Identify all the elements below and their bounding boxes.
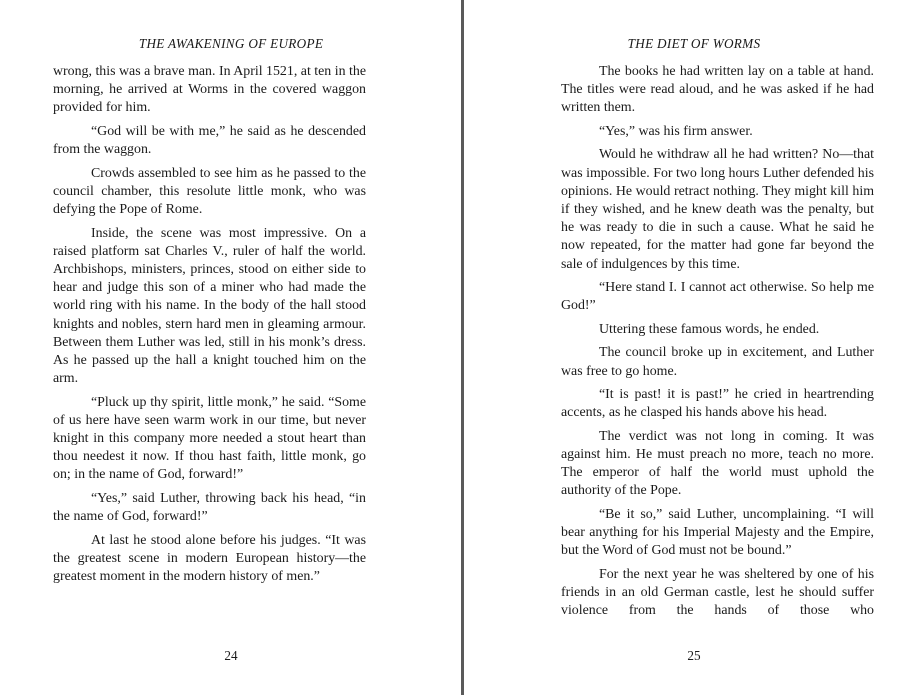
paragraph: “Yes,” said Luther, throwing back his head, “in the name of God, forward!”	[53, 490, 366, 525]
paragraph: “It is past! it is past!” he cried in heartrending accents, as he clasped his hands above his head.	[561, 387, 874, 421]
left-page-text	[53, 63, 366, 592]
page-number-right: 25	[687, 648, 701, 663]
paragraph: “Be it so,” said Luther, uncomplaining. “I will bear anything for his Imperial Majesty and the Empire, but the Word of God must not be bound.”	[561, 506, 874, 559]
paragraph: “Pluck up thy spirit, little monk,” he said. “Some of us here have seen warm work in our time, but never knight in this company more needed a stout heart than thou needest it now. If thou hast faith, little monk, go on; in the name of God, forward!”	[53, 394, 366, 483]
paragraph: For the next year he was sheltered by one of his friends in an old German castle, lest he should suffer violence from the hands of those who	[561, 566, 874, 619]
right-page	[464, 0, 924, 695]
paragraph: Would he withdraw all he had written? No—that was impossible. For two long hours Luther defended his opinions. He would retract nothing. They might kill him if they wished, and he knew death was the penalty, but he was ready to die in such a cause. What he said he now repeated, for the matter had gone far beyond the sale of indulgences by this time.	[561, 147, 874, 272]
paragraph: “Here stand I. I cannot act otherwise. So help me God!”	[561, 280, 874, 314]
page-number-left: 24	[224, 648, 238, 663]
paragraph: “Yes,” was his firm answer.	[599, 123, 753, 139]
paragraph: Crowds assembled to see him as he passed to the council chamber, this resolute little monk, who was defying the Pope of Rome.	[53, 165, 366, 218]
paragraph: At last he stood alone before his judges. “It was the greatest scene in modern European history—the greatest moment in the modern history of men.”	[53, 532, 366, 585]
running-head-left: THE AWAKENING OF EUROPE	[138, 36, 324, 51]
paragraph: Uttering these famous words, he ended.	[599, 321, 820, 337]
paragraph: “God will be with me,” he said as he descended from the waggon.	[53, 123, 366, 158]
paragraph: The verdict was not long in coming. It was against him. He must preach no more, teach no more. The emperor of half the world must uphold the authority of the Pope.	[561, 428, 874, 499]
paragraph: The council broke up in excitement, and Luther was free to go home.	[561, 345, 874, 379]
right-page-text	[561, 63, 874, 626]
running-head-right: THE DIET OF WORMS	[627, 36, 761, 51]
paragraph: wrong, this was a brave man. In April 1521, at ten in the morning, he arrived at Worms in the covered waggon provided for him.	[53, 64, 366, 116]
paragraph: Inside, the scene was most impressive. On a raised platform sat Charles V., ruler of half the world. Archbishops, ministers, princes, stood on either side to hear and judge this son of a miner who had made the world ring with his name. In the body of the hall stood knights and nobles, stern hard men in gleaming armour. Between them Luther was led, still in his monk’s dress. As he passed up the hall a knight touched him on the arm.	[53, 225, 366, 387]
paragraph: The books he had written lay on a table at hand. The titles were read aloud, and he was asked if he had written them.	[561, 64, 874, 116]
